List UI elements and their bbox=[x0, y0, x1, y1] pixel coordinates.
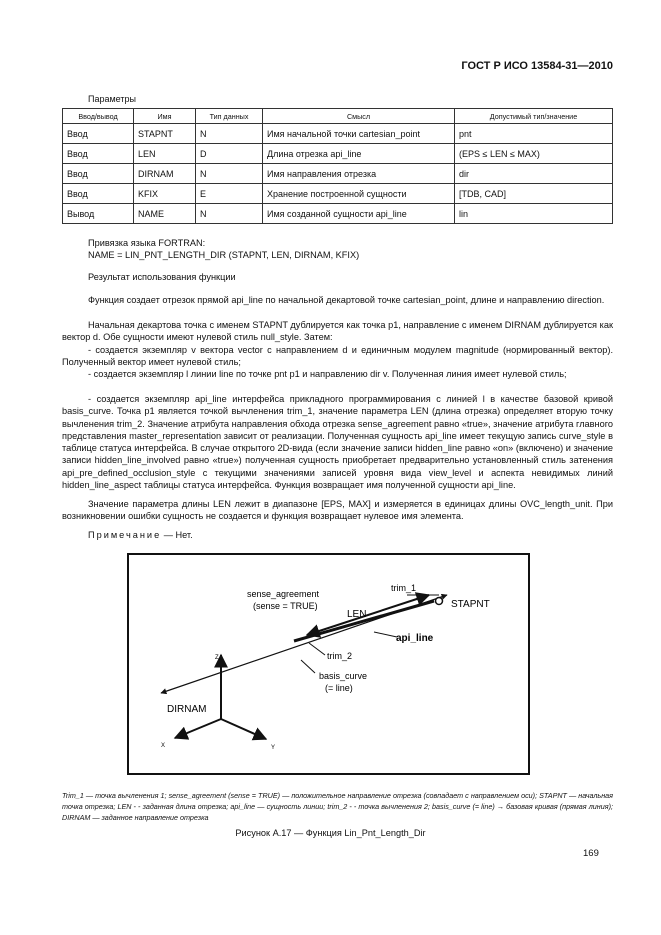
table-cell: E bbox=[196, 184, 263, 204]
y-axis bbox=[221, 719, 266, 739]
table-cell: D bbox=[196, 144, 263, 164]
z-axis-label: Z bbox=[215, 655, 219, 661]
note-label: Примечание bbox=[88, 530, 162, 540]
parameters-table bbox=[62, 108, 613, 224]
table-cell: Хранение построенной сущности bbox=[263, 184, 455, 204]
eq-line-label: (= line) bbox=[325, 683, 353, 693]
table-cell: Ввод bbox=[63, 124, 134, 144]
paragraph: Начальная декартова точка с именем STAPNT дублируется как точка p1, направление с именем DIRNAM дублируется как вектор d. Обе сущности имеют нулевой стиль null_style. Затем: bbox=[62, 320, 613, 343]
axis-triad bbox=[175, 655, 266, 739]
api-line-label: api_line bbox=[396, 633, 434, 644]
table-cell: Вывод bbox=[63, 204, 134, 224]
trim2-leader bbox=[309, 643, 325, 655]
parameters-title: Параметры bbox=[88, 94, 136, 104]
table-cell: N bbox=[196, 204, 263, 224]
api-line-leader bbox=[374, 632, 397, 637]
column-header: Ввод/вывод bbox=[63, 109, 134, 124]
basis-curve-leader bbox=[301, 660, 315, 673]
column-header: Тип данных bbox=[196, 109, 263, 124]
sense-agreement-arrow bbox=[307, 595, 429, 635]
basis-curve-label: basis_curve bbox=[319, 671, 368, 681]
note bbox=[88, 530, 193, 540]
stapnt-label: STAPNT bbox=[451, 599, 490, 610]
table-cell: (EPS ≤ LEN ≤ MAX) bbox=[455, 144, 613, 164]
table-cell: N bbox=[196, 164, 263, 184]
table-cell: Имя направления отрезка bbox=[263, 164, 455, 184]
table-header-row bbox=[63, 109, 613, 124]
table-cell: Ввод bbox=[63, 144, 134, 164]
figure-diagram bbox=[129, 555, 528, 773]
note-text: — Нет. bbox=[161, 530, 193, 540]
table-row bbox=[63, 144, 613, 164]
column-header: Допустимый тип/значение bbox=[455, 109, 613, 124]
y-axis-label: Y bbox=[271, 745, 276, 751]
table-cell: lin bbox=[455, 204, 613, 224]
table-cell: pnt bbox=[455, 124, 613, 144]
x-axis-label: X bbox=[161, 743, 166, 749]
table-cell: NAME bbox=[134, 204, 196, 224]
result-title: Результат использования функции bbox=[88, 272, 236, 282]
paragraph: Функция создает отрезок прямой api_line по начальной декартовой точке cartesian_point, длине и направлению direction. bbox=[88, 295, 605, 305]
sense-agreement-label: sense_agreement bbox=[247, 589, 320, 599]
table-cell: Длина отрезка api_line bbox=[263, 144, 455, 164]
table-cell: N bbox=[196, 124, 263, 144]
table-row bbox=[63, 204, 613, 224]
table-row bbox=[63, 124, 613, 144]
table-row bbox=[63, 184, 613, 204]
len-label: LEN bbox=[347, 609, 367, 620]
stapnt-point-icon bbox=[436, 598, 443, 605]
table-cell: [TDB, CAD] bbox=[455, 184, 613, 204]
paragraph: - создается экземпляр l линии line по точке pnt p1 и направлению dir v. Полученная линия имеет нулевой стиль; bbox=[88, 369, 567, 379]
table-row bbox=[63, 164, 613, 184]
table-cell: Имя начальной точки cartesian_point bbox=[263, 124, 455, 144]
dirnam-label: DIRNAM bbox=[167, 704, 207, 715]
table-cell: LEN bbox=[134, 144, 196, 164]
table-cell: Ввод bbox=[63, 184, 134, 204]
figure-frame bbox=[127, 553, 530, 775]
column-header: Имя bbox=[134, 109, 196, 124]
table-cell: STAPNT bbox=[134, 124, 196, 144]
paragraph: - создается экземпляр v вектора vector с направлением d и единичным модулем magnitude (нормированный вектор). Полученный вектор имеет нулевой стиль; bbox=[62, 345, 613, 368]
fortran-title: Привязка языка FORTRAN: bbox=[88, 238, 206, 248]
column-header: Смысл bbox=[263, 109, 455, 124]
fortran-binding bbox=[88, 237, 613, 262]
document-header: ГОСТ Р ИСО 13584-31—2010 bbox=[461, 60, 613, 72]
table-cell: DIRNAM bbox=[134, 164, 196, 184]
table-cell: Имя созданной сущности api_line bbox=[263, 204, 455, 224]
paragraph: - создается экземпляр api_line интерфейса прикладного программирования с линией l в качестве базовой кривой basis_curve. Точка p1 является точкой вычленения trim_1, значение параметра LEN (длина отрезка) определяет вторую точку вычленения trim_2. Значение атрибута направления обхода отрезка sense_agreement равно «true», значение атрибута главного представления master_representation зависит от реализации. Полученная сущность api_line имеет текущую запись curve_style в таблице статуса интерфейса. В случае открытого 2D-вида (если значение записи hidden_line равно «on» (включено) и значение записи hidden_line_involved равно «true») полученная сущность приобретает предварительно установленный стиль затенения api_pre_defined_occlusion_style с текущими значениями записей уровня вида view_level и аспекта невидимых линий hidden_line_aspect таблицы статуса интерфейса. Функция возвращает имя полученной сущности api_line. bbox=[62, 394, 613, 491]
figure-title: Рисунок А.17 — Функция Lin_Pnt_Length_Dir bbox=[235, 828, 426, 838]
table-cell: KFIX bbox=[134, 184, 196, 204]
paragraph: Значение параметра длины LEN лежит в диапазоне [EPS, MAX] и измеряется в единицах длины OVC_length_unit. При возникновении ошибки сущность не создается и функция возвращает нулевое имя элемента. bbox=[62, 499, 613, 522]
fortran-code: NAME = LIN_PNT_LENGTH_DIR (STAPNT, LEN, DIRNAM, KFIX) bbox=[88, 250, 360, 261]
table-cell: dir bbox=[455, 164, 613, 184]
sense-true-label: (sense = TRUE) bbox=[253, 601, 318, 611]
figure-legend: Trim_1 — точка вычленения 1; sense_agreement (sense = TRUE) — положительное направление отрезка (совпадает с направлением оси); STAPNT — начальная точка отрезка; LEN - - заданная длина отрезка; api_line — сущность линии; trim_2 - - точка вычленения 2; basis_curve (= line) → базовая кривая (прямая линия); DIRNAM — заданное направление отрезка bbox=[62, 791, 613, 822]
table-cell: Ввод bbox=[63, 164, 134, 184]
dirnam-vector bbox=[175, 719, 221, 738]
page-number: 169 bbox=[583, 848, 599, 859]
trim1-label: trim_1 bbox=[391, 583, 417, 593]
trim2-label: trim_2 bbox=[327, 651, 353, 661]
